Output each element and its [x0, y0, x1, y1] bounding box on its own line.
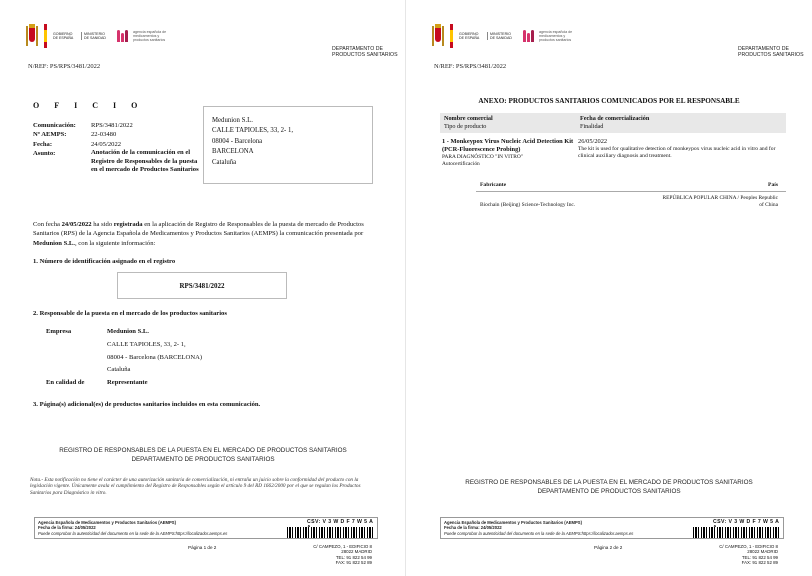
rps-number-box: RPS/3481/2022 — [117, 272, 287, 299]
product-entry: 1 - Monkeypox Virus Nucleic Acid Detection Kit (PCR-Fluorescence Probing) PARA DIAGNÓSTICO "IN VITRO" Autocertificación — [442, 138, 574, 167]
section-3-heading: 3. Página(s) adicional(es) de productos sanitarios incluidos en esta comunicación. — [33, 401, 261, 408]
spain-flag-icon — [450, 24, 453, 48]
aemps-label: agencia española de medicamentos y productos sanitarios — [133, 29, 167, 43]
csv-code: CSV: V 3 W D F 7 W 5 A — [307, 519, 374, 525]
aemps-m-icon — [117, 30, 131, 42]
responsible-details: Empresa Medunion S.L. CALLE TAPIOLES, 33, 2- 1, 08004 - Barcelona (BARCELONA) Cataluña En calidad de Representante — [46, 328, 203, 387]
department-header: DEPARTAMENTO DE PRODUCTOS SANITARIOS — [738, 46, 804, 58]
ministerio-label: MINISTERIO DE SANIDAD — [81, 32, 107, 40]
department-header: DEPARTAMENTO DE PRODUCTOS SANITARIOS — [332, 46, 398, 58]
meta-row: Fecha: 24/05/2022 — [33, 140, 122, 148]
registry-footer-title: REGISTRO DE RESPONSABLES DE LA PUESTA EN EL MERCADO DE PRODUCTOS SANITARIOS DEPARTAMENTO DE PRODUCTOS SANITARIOS — [59, 447, 347, 464]
agency-address: C/ CAMPEZO, 1 - EDIFICIO 8 28022 MADRID TEL: 91 822 54 99 FAX: 91 822 52 89 — [313, 544, 372, 566]
manufacturer-table-header: Fabricante País — [476, 181, 786, 192]
gobierno-label: GOBIERNO DE ESPAÑA — [459, 31, 480, 40]
coat-of-arms-icon — [432, 24, 444, 48]
intro-paragraph: Con fecha 24/05/2022 ha sido registrada en la aplicación de Registro de Responsables de la puesta de mercado de Productos Sanitarios (RPS) de la Agencia Española de Medicamentos y Productos Sanitarios (AEMPS) la comunicación presentada por Medunion S.L., con la siguiente información: — [33, 221, 364, 247]
ministerio-label: MINISTERIO DE SANIDAD — [487, 32, 513, 40]
document-page-2: GOBIERNO DE ESPAÑA MINISTERIO DE SANIDAD agencia española de medicamentos y productos sanitarios DEPARTAMENTO DE PRODUCTOS SANITARIOS N/REF: PS/RPS/3481/2022 ANEXO: PRODUCTOS SANITARIOS COMUNICADOS POR EL RESPONSABLE Nombre comercial Tipo de producto Fecha de comercialización Finalidad 1 - Monkeypox Virus Nucleic Acid Detection Kit (PCR-Fluorescence Probing) PARA DIAGNÓSTICO "IN VITRO" Autocertificación 26/05/2022 The kit is used for qualitative detection of monkeypox virus nucleic acid in vitro and for clinical auxiliary diagnosis and treatment. Fabricante País Biochain (Beijing) Science-Technology Inc. REPÚBLICA POPULAR CHINA / Peoples Republic of China REGISTRO DE RESPONSABLES DE LA PUESTA EN EL MERCADO DE PRODUCTOS SANITARIOS DEPARTAMENTO DE PRODUCTOS SANITARIOS Agencia Española de Medicamentos y Productos Sanitarios (AEMPS) Fecha de la firma: 24/05/2022 Puede comprobar la autenticidad del documento en la sede de la AEMPS:https://localizador.aemps.es CSV: V 3 W D F 7 W 5 A Página 2 de 2 C/ CAMPEZO, 1 - EDIFICIO 8 28022 MADRID TEL: 91 822 54 99 FAX: 91 822 52 89 — [406, 0, 812, 576]
meta-row: Nº AEMPS: 22-03480 — [33, 131, 117, 139]
meta-row: Comunicación: RPS/3481/2022 — [33, 122, 133, 129]
agency-address: C/ CAMPEZO, 1 - EDIFICIO 8 28022 MADRID TEL: 91 822 54 99 FAX: 91 822 52 89 — [719, 544, 778, 566]
product-commercialization: 26/05/2022 The kit is used for qualitative detection of monkeypox virus nucleic acid in vitro and for clinical auxiliary diagnosis and treatment. — [578, 138, 776, 159]
barcode-icon — [693, 527, 781, 538]
signature-footer: Agencia Española de Medicamentos y Productos Sanitarios (AEMPS) Fecha de la firma: 24/05/2022 Puede comprobar la autenticidad del documento en la sede de la AEMPS:https://localizador.aemps.es CSV: V 3 W D F 7 W 5 A — [440, 517, 784, 539]
barcode-icon — [287, 527, 375, 538]
spain-flag-icon — [44, 24, 47, 48]
legal-note: Nota.- Esta notificación no tiene el carácter de una autorización sanitaria de comercialización, ni entraña un juicio sobre la conformidad del producto con la legislación vigente. Únicamente avala el cumplimiento del Registro de Responsables según el artículo 9 del RD 1662/2000 por el que se regulan los Productos Sanitarios para Diagnóstico in vitro. — [30, 477, 361, 496]
aemps-logo — [117, 30, 173, 43]
annex-title: ANEXO: PRODUCTOS SANITARIOS COMUNICADOS POR EL RESPONSABLE — [478, 97, 740, 105]
section-2-heading: 2. Responsable de la puesta en el mercado de los productos sanitarios — [33, 310, 227, 317]
header-logos — [432, 24, 579, 48]
reference-number: N/REF: PS/RPS/3481/2022 — [434, 63, 507, 70]
registry-footer-title: REGISTRO DE RESPONSABLES DE LA PUESTA EN EL MERCADO DE PRODUCTOS SANITARIOS DEPARTAMENTO DE PRODUCTOS SANITARIOS — [465, 479, 753, 496]
aemps-m-icon — [523, 30, 537, 42]
communication-details — [33, 121, 203, 174]
section-1-heading: 1. Número de identificación asignado en el registro — [33, 258, 176, 265]
oficio-title: O F I C I O — [33, 101, 138, 110]
signature-footer: Agencia Española de Medicamentos y Productos Sanitarios (AEMPS) Fecha de la firma: 24/05/2022 Puede comprobar la autenticidad del documento en la sede de la AEMPS:https://localizador.aemps.es CSV: V 3 W D F 7 W 5 A — [34, 517, 378, 539]
page-number: Página 1 de 2 — [188, 545, 217, 550]
meta-row: Asunto: Anotación de la comunicación en el Registro de Responsables de la puesta en el mercado de Productos Sanitarios — [33, 149, 199, 174]
aemps-logo — [523, 30, 579, 43]
coat-of-arms-icon — [26, 24, 38, 48]
aemps-label: agencia española de medicamentos y productos sanitarios — [539, 29, 573, 43]
products-table-header: Nombre comercial Tipo de producto Fecha de comercialización Finalidad — [440, 113, 786, 133]
reference-number: N/REF: PS/RPS/3481/2022 — [28, 63, 101, 70]
page-number: Página 2 de 2 — [594, 545, 623, 550]
gobierno-label: GOBIERNO DE ESPAÑA — [53, 31, 74, 40]
recipient-address: Medunion S.L. CALLE TAPIOLES, 33, 2- 1, 08004 - Barcelona BARCELONA Cataluña — [203, 106, 373, 184]
csv-code: CSV: V 3 W D F 7 W 5 A — [713, 519, 780, 525]
header-logos — [26, 24, 173, 48]
